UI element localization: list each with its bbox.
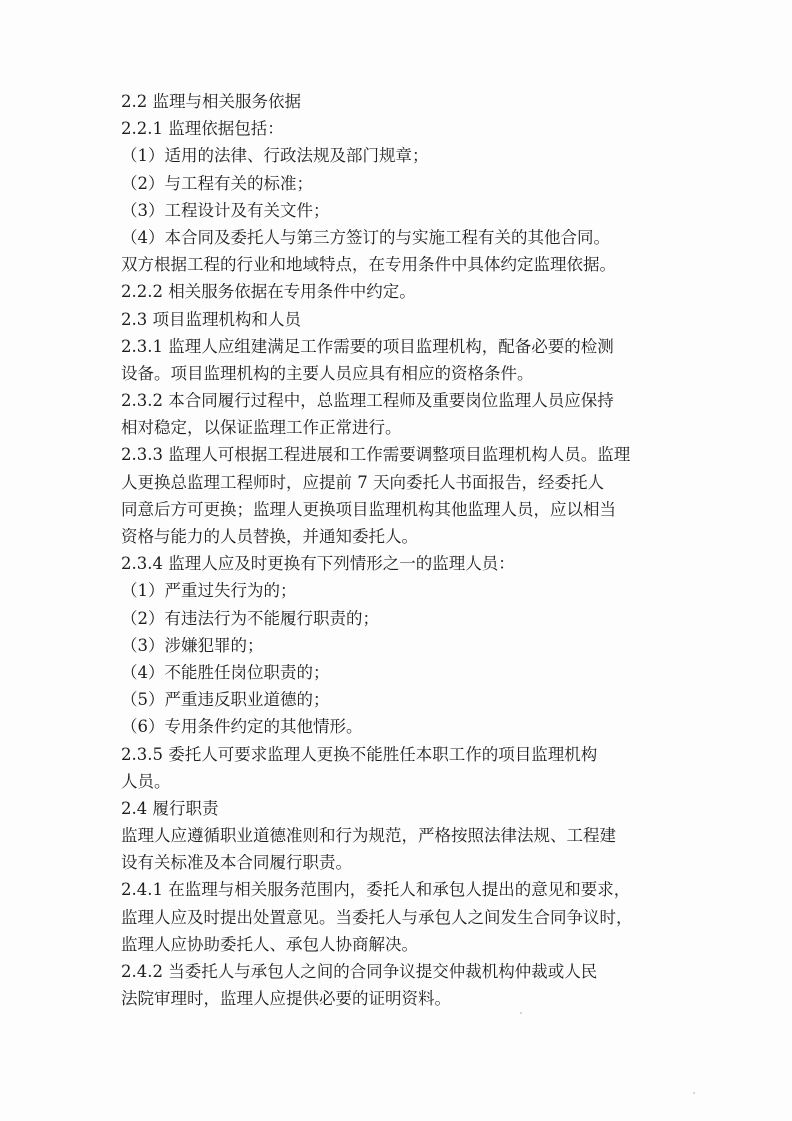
list-item: （5）严重违反职业道德的；: [121, 690, 330, 710]
paragraph-line: 监理人应及时提出处置意见。当委托人与承包人之间发生合同争议时，: [121, 907, 633, 927]
paragraph-line: 相对稳定，以保证监理工作正常进行。: [121, 418, 402, 438]
paragraph-line: 监理人应协助委托人、承包人协商解决。: [121, 934, 418, 954]
subsection-2-3-5: 2.3.5 委托人可要求监理人更换不能胜任本职工作的项目监理机构: [121, 744, 598, 764]
subsection-2-2-2: 2.2.2 相关服务依据在专用条件中约定。: [121, 282, 416, 302]
scan-speck: [520, 1012, 522, 1014]
paragraph-line: 双方根据工程的行业和地域特点，在专用条件中具体约定监理依据。: [121, 255, 616, 275]
list-item: （1）适用的法律、行政法规及部门规章；: [121, 146, 429, 166]
paragraph-line: 设有关标准及本合同履行职责。: [121, 853, 352, 873]
list-item: （4）本合同及委托人与第三方签订的与实施工程有关的其他合同。: [121, 227, 610, 247]
paragraph-line: 资格与能力的人员替换，并通知委托人。: [121, 527, 418, 546]
subsection-2-2-1: 2.2.1 监理依据包括：: [121, 119, 284, 139]
paragraph-line: 监理人应遵循职业道德准则和行为规范，严格按照法律法规、工程建: [121, 826, 616, 846]
subsection-2-3-2: 2.3.2 本合同履行过程中，总监理工程师及重要岗位监理人员应保持: [121, 391, 614, 411]
scan-speck: [693, 1092, 695, 1094]
paragraph-line: 同意后方可更换；监理人更换项目监理机构其他监理人员，应以相当: [121, 499, 616, 519]
section-heading-2-2: 2.2 监理与相关服务依据: [121, 92, 301, 111]
subsection-2-3-4: 2.3.4 监理人应及时更换有下列情形之一的监理人员：: [121, 554, 515, 574]
section-heading-2-3: 2.3 项目监理机构和人员: [121, 309, 301, 329]
list-item: （1）严重过失行为的；: [121, 581, 297, 601]
list-item: （3）工程设计及有关文件；: [121, 200, 330, 220]
subsection-2-3-1: 2.3.1 监理人应组建满足工作需要的项目监理机构，配备必要的检测: [121, 336, 614, 356]
list-item: （4）不能胜任岗位职责的；: [121, 662, 330, 682]
list-item: （2）与工程有关的标准；: [121, 173, 313, 193]
paragraph-line: 人更换总监理工程师时，应提前 7 天向委托人书面报告，经委托人: [121, 472, 604, 492]
paragraph-line: 法院审理时，监理人应提供必要的证明资料。: [121, 989, 451, 1009]
paragraph-line: 人员。: [121, 771, 171, 791]
document-body: [121, 88, 681, 1012]
subsection-2-4-1: 2.4.1 在监理与相关服务范围内，委托人和承包人提出的意见和要求，: [121, 880, 631, 900]
list-item: （2）有违法行为不能履行职责的；: [121, 608, 379, 628]
paragraph-line: 设备。项目监理机构的主要人员应具有相应的资格条件。: [121, 363, 534, 383]
list-item: （3）涉嫌犯罪的；: [121, 635, 264, 655]
section-heading-2-4: 2.4 履行职责: [121, 798, 219, 818]
subsection-2-4-2: 2.4.2 当委托人与承包人之间的合同争议提交仲裁机构仲裁或人民: [121, 962, 598, 981]
subsection-2-3-3: 2.3.3 监理人可根据工程进展和工作需要调整项目监理机构人员。监理: [121, 445, 631, 465]
list-item: （6）专用条件约定的其他情形。: [121, 717, 363, 737]
